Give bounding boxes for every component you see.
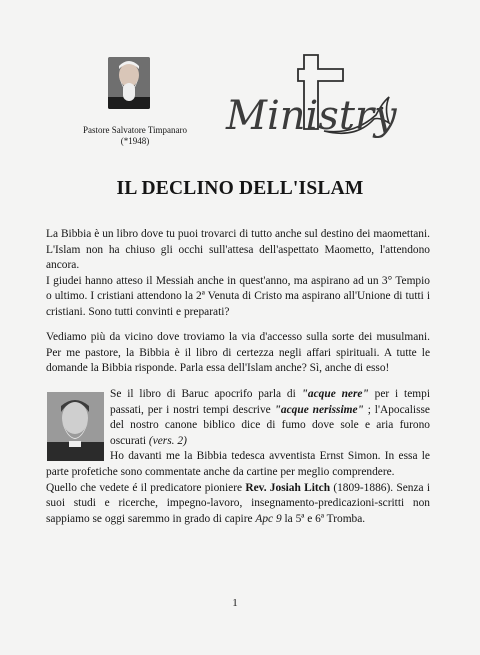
litch-text-5: Quello che vedete é il predicatore pioniere: [46, 481, 246, 494]
apc-reference: Apc 9: [255, 512, 282, 525]
ministry-logo: [224, 43, 400, 143]
author-portrait: [108, 57, 150, 109]
paragraph-intro: [46, 227, 430, 321]
author-caption: [60, 125, 210, 147]
emphasis-acque-nerissime: "acque nerissime": [274, 403, 364, 416]
paragraph-intro-line2: I giudei hanno atteso il Messiah anche in quest'anno, ma aspirano ad un 3° Tempio o ultimo. I cristiani attendono la 2ª Venuta di Cristo ma aspirano all'Unione di tutti i cristiani. Sono tutti convinti e preparati?: [46, 274, 430, 318]
litch-text-1: Se il libro di Baruc apocrifo parla di: [110, 388, 302, 400]
author-years: (*1948): [120, 136, 150, 146]
litch-text-6: (1809-1886). Senza i suoi studi e ricerche, impegno-lavoro, insegnamento-predicazioni-scritti non sappiamo se oggi saremmo in grado di capire: [46, 481, 430, 525]
emphasis-acque-nere: "acque nere": [301, 388, 369, 400]
paragraph-intro-line1: La Bibbia è un libro dove tu puoi trovarci di tutto anche sul destino dei maomettani. L'Islam non ha chiuso gli occhi sull'attesa dell'aspettato Maometto, l'attendono ancora.: [46, 228, 430, 272]
verse-reference: (vers. 2): [148, 434, 187, 447]
paragraph-question: Vediamo più da vicino dove troviamo la via d'accesso sulla sorte dei musulmani. Per me pastore, la Bibbia è il libro di certezza negli affari spirituali. A tutte le domande la Bibbia risponde. Parla essa dell'Islam anche? Sì, anche di esso!: [46, 331, 430, 375]
author-name: Pastore Salvatore Timpanaro: [83, 125, 187, 135]
litch-text-2: per i tempi passati, per i nostri tempi descrive: [110, 388, 430, 416]
litch-text-4: Ho davanti me la Bibbia tedesca avventista Ernst Simon. In essa le parte profetiche sono commentate anche da cartine per meglio comprendere.: [46, 450, 430, 478]
page-number: 1: [232, 597, 238, 609]
paragraph-litch: [46, 387, 430, 527]
page-title: IL DECLINO DELL'ISLAM: [116, 178, 364, 199]
litch-text-3: ; l'Apocalisse del nostro canone biblico dice di fumo dove sole e aria furono oscurati: [110, 403, 430, 447]
logo-text: Ministry: [226, 93, 397, 139]
litch-name: Rev. Josiah Litch: [245, 481, 331, 494]
litch-portrait: [47, 392, 104, 461]
litch-text-7: la 5ª e 6ª Tromba.: [281, 512, 366, 525]
